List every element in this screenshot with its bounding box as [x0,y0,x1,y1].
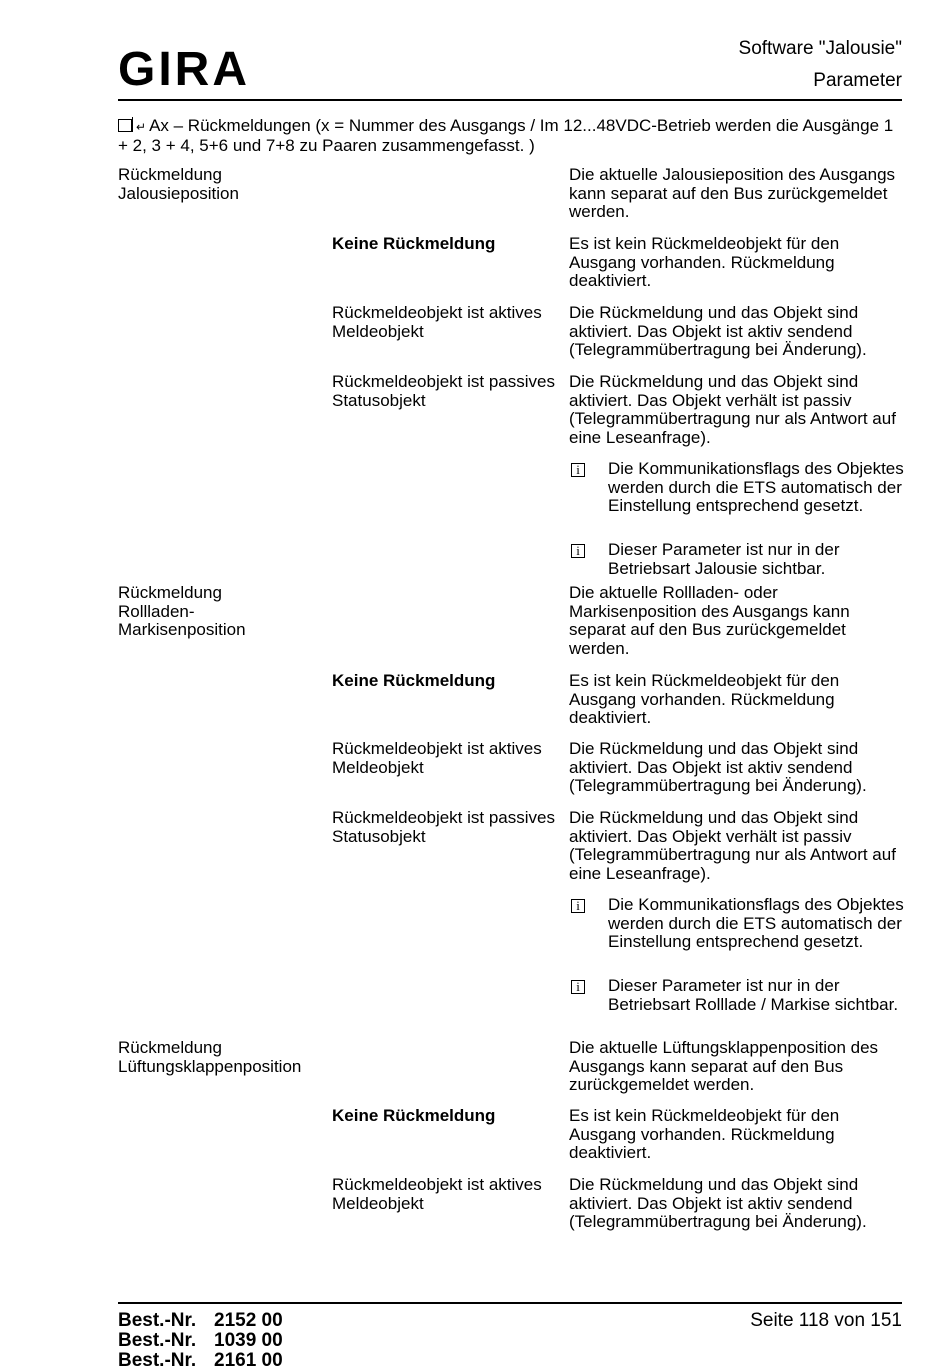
section-title [118,117,902,155]
info-icon: i [571,899,585,913]
option-label-default: Keine Rückmeldung [332,234,496,253]
param-name: Rückmeldung Jalousieposition [118,165,239,203]
header-rule [118,99,902,101]
document-title: Software "Jalousie" [738,38,902,59]
option-label-default: Keine Rückmeldung [332,1106,496,1125]
info-icon: i [571,463,585,477]
page-number: Seite 118 von 151 [750,1310,902,1331]
gira-logo: GIRA [118,43,250,96]
order-number [118,1331,283,1351]
option-label: Rückmeldeobjekt ist aktives Meldeobjekt [332,303,542,341]
option-description: Es ist kein Rückmeldeobjekt für den Ausgang vorhanden. Rückmeldung deaktiviert. [569,1106,840,1163]
option-label: Rückmeldeobjekt ist passives Statusobjekt [332,372,555,410]
param-description: Die aktuelle Rollladen- oder Markisenposition des Ausgangs kann separat auf den Bus zurückgemeldet werden. [569,583,850,658]
option-label-default: Keine Rückmeldung [332,671,496,690]
option-description: Es ist kein Rückmeldeobjekt für den Ausgang vorhanden. Rückmeldung deaktiviert. [569,234,840,291]
order-number-value: 1039 00 [214,1330,283,1351]
order-number-label: Best.-Nr. [118,1350,197,1371]
option-label: Rückmeldeobjekt ist passives Statusobjekt [332,808,555,846]
param-name: Rückmeldung Rollladen-Markisenposition [118,583,246,640]
option-label: Rückmeldeobjekt ist aktives Meldeobjekt [332,739,542,777]
option-description: Die Rückmeldung und das Objekt sind aktiviert. Das Objekt ist aktiv sendend (Telegrammübertragung bei Änderung). [569,1175,867,1232]
param-description: Die aktuelle Lüftungsklappenposition des Ausgangs kann separat auf den Bus zurückgemeldet werden. [569,1038,879,1095]
option-description: Die Rückmeldung und das Objekt sind aktiviert. Das Objekt verhält ist passiv (Telegrammübertragung nur als Antwort auf eine Leseanfrage). [569,808,896,883]
parameter-page-icon [118,119,132,132]
info-note-text: Die Kommunikationsflags des Objektes werden durch die ETS automatisch der Einstellung entsprechend gesetzt. [608,895,904,952]
document-subtitle: Parameter [813,70,902,91]
footer-rule [118,1302,902,1304]
arrow-icon: ↵ [136,120,147,134]
info-note-text: Dieser Parameter ist nur in der Betriebsart Jalousie sichtbar. [608,540,840,578]
option-description: Die Rückmeldung und das Objekt sind aktiviert. Das Objekt ist aktiv sendend (Telegrammübertragung bei Änderung). [569,303,867,360]
info-icon: i [571,544,585,558]
param-description: Die aktuelle Jalousieposition des Ausgangs kann separat auf den Bus zurückgemeldet werden. [569,165,896,222]
section-title-text: Ax – Rückmeldungen (x = Nummer des Ausgangs / Im 12...48VDC-Betrieb werden die Ausgänge 1 + 2, 3 + 4, 5+6 und 7+8 zu Paaren zusammengefasst. ) [118,116,894,155]
param-name: Rückmeldung Lüftungsklappenposition [118,1038,302,1076]
order-number-label: Best.-Nr. [118,1330,197,1351]
order-number-value: 2161 00 [214,1350,283,1371]
option-label: Rückmeldeobjekt ist aktives Meldeobjekt [332,1175,542,1213]
info-note-text: Die Kommunikationsflags des Objektes werden durch die ETS automatisch der Einstellung entsprechend gesetzt. [608,459,904,516]
info-icon: i [571,980,585,994]
order-number [118,1351,283,1371]
info-note-text: Dieser Parameter ist nur in der Betriebsart Rolllade / Markise sichtbar. [608,976,899,1014]
order-number [118,1311,283,1331]
option-description: Die Rückmeldung und das Objekt sind aktiviert. Das Objekt ist aktiv sendend (Telegrammübertragung bei Änderung). [569,739,867,796]
option-description: Die Rückmeldung und das Objekt sind aktiviert. Das Objekt verhält ist passiv (Telegrammübertragung nur als Antwort auf eine Leseanfrage). [569,372,896,447]
order-number-value: 2152 00 [214,1310,283,1331]
order-number-label: Best.-Nr. [118,1310,197,1331]
option-description: Es ist kein Rückmeldeobjekt für den Ausgang vorhanden. Rückmeldung deaktiviert. [569,671,840,728]
